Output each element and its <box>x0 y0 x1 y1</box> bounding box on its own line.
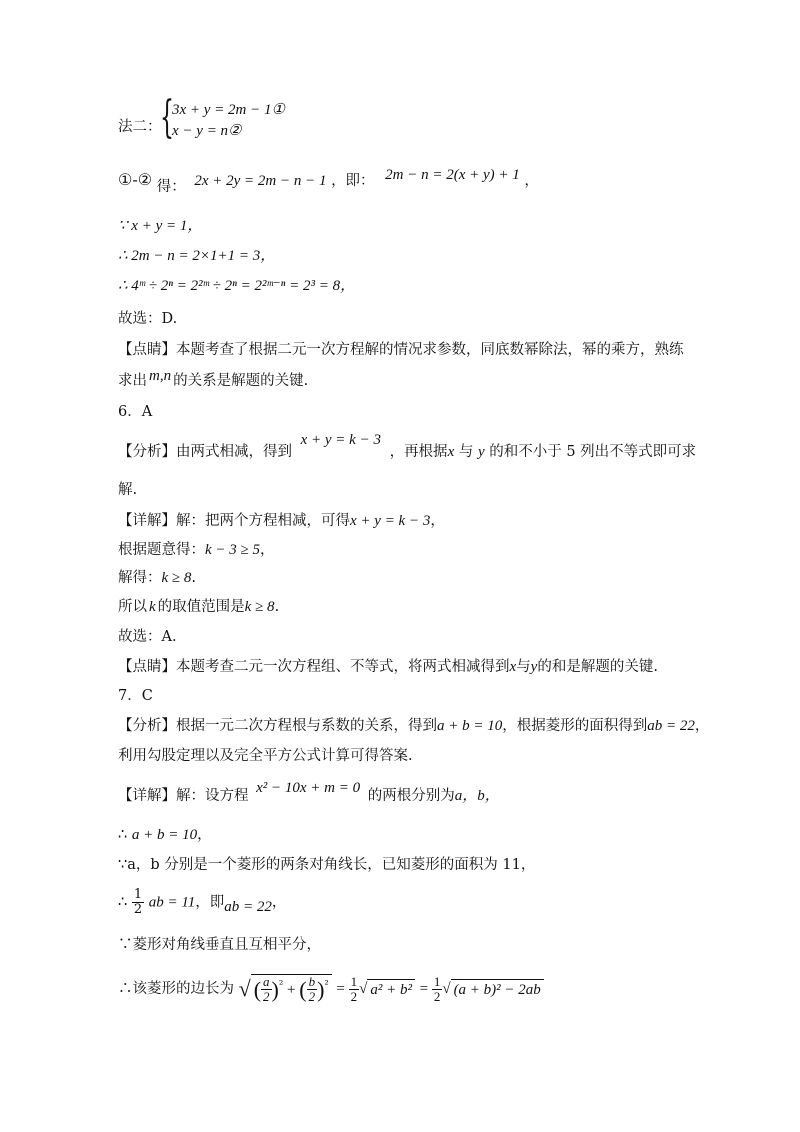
q6-analysis <box>118 432 697 462</box>
q7-l2b: ， <box>197 827 212 843</box>
question-7-header: 7．C <box>118 688 153 704</box>
radical-sign-3: √ <box>442 981 451 998</box>
q6-analysis-x: x <box>447 444 455 460</box>
q7-l4eq: ab = 11 <box>148 894 196 911</box>
q6-detail-b: ， <box>430 513 445 529</box>
q7-line3: ∵a，b 分别是一个菱形的两条对角线长，已知菱形的面积为 11， <box>118 857 536 873</box>
q7-l2a: ∴ <box>118 827 132 843</box>
q6-analysis-b: ，再根据 <box>389 444 448 460</box>
system-equation-2: x − y = n② <box>172 123 242 139</box>
q6-l4k: k <box>149 599 156 615</box>
power-equation: 4ᵐ ÷ 2ⁿ = 2²ᵐ ÷ 2ⁿ = 2²ᵐ⁻ⁿ = 2³ = 8， <box>131 278 356 294</box>
q6-l4eq: k ≥ 8 <box>244 599 275 615</box>
q6-l2eq: k − 3 ≥ 5 <box>205 542 261 558</box>
q7-analysis-c: ， <box>694 718 710 734</box>
note-q5-line2 <box>118 368 309 391</box>
q6-note-a: 【点睛】本题考查二元一次方程组、不等式，将两式相减得到 <box>118 659 510 675</box>
answer-a: 故选：A. <box>118 629 177 645</box>
line-because-sum: ∵ x + y = 1， <box>118 218 203 234</box>
half2-den: 2 <box>350 988 358 1004</box>
half-fraction <box>132 888 144 917</box>
q6-line4 <box>118 597 279 617</box>
q6-l2b: ， <box>260 542 275 558</box>
half-fraction-3 <box>432 975 443 1004</box>
left-paren-a: ( <box>253 976 262 1002</box>
half-denominator: 2 <box>133 902 143 917</box>
q6-analysis-eq: x + y = k − 3 <box>300 432 381 448</box>
system-brace: { <box>160 92 174 143</box>
square-a: ² <box>278 978 284 991</box>
note-q5-mn: m,n <box>149 368 172 384</box>
q7-l6a: ∴该菱形的边长为 <box>118 981 234 998</box>
q6-analysis-y: y <box>477 444 485 460</box>
q7-line6 <box>118 974 544 1018</box>
q6-note-b: 与 <box>516 659 531 675</box>
q6-l4b: 的取值范围是 <box>157 599 245 615</box>
frac-b-den: 2 <box>308 989 316 1005</box>
q7-detail-b: 的两根分别为 <box>367 788 455 804</box>
q7-l4eq2: ab = 22 <box>224 898 272 915</box>
frac-a-num: a <box>263 974 270 990</box>
radical-sign-1: √ <box>238 976 251 1002</box>
half2-num: 1 <box>350 973 358 989</box>
q7-detail-eq: x² − 10x + m = 0 <box>256 780 361 796</box>
fraction-a-over-2 <box>261 975 272 1004</box>
q7-detail-a: 【详解】解：设方程 <box>118 788 249 804</box>
power-prefix: ∴ <box>118 278 132 294</box>
radical-sign-2: √ <box>359 981 368 998</box>
q6-note-x: x <box>509 659 517 675</box>
q6-line3 <box>118 568 196 588</box>
half-fraction-2 <box>349 975 360 1004</box>
square-b: ² <box>324 978 329 991</box>
q6-l3a: 解得： <box>118 570 162 586</box>
system-equation-1: 3x + y = 2m − 1① <box>172 102 285 118</box>
right-paren-b: ) <box>317 976 325 1002</box>
subtract-ji: ，即： <box>331 173 375 189</box>
subtract-equation: 2x + 2y = 2m − n − 1 <box>194 173 327 189</box>
radicand-3: (a + b)² − 2ab <box>451 979 544 1000</box>
q6-jie: 解. <box>118 482 138 498</box>
method2-label <box>118 117 162 137</box>
q6-line2 <box>118 540 275 560</box>
note-q5-a: 求出 <box>118 373 147 389</box>
q6-l3b: . <box>191 570 196 586</box>
subtract-de: 得： <box>156 179 186 195</box>
q7-line5: ∵菱形对角线垂直且互相平分， <box>118 937 321 953</box>
q6-l3eq: k ≥ 8 <box>161 570 192 586</box>
q7-line4 <box>118 888 286 917</box>
note-q5-b: 的关系是解题的关键. <box>173 373 309 389</box>
equals-1: = <box>336 981 349 998</box>
q7-l4b: ，即 <box>195 894 225 911</box>
q6-note-c: 的和是解题的关键. <box>537 659 658 675</box>
answer-d: 故选：D. <box>118 311 178 327</box>
q6-l2a: 根据题意得： <box>118 542 205 558</box>
q7-l2eq: a + b = 10 <box>131 827 198 843</box>
method2-text: 法二： <box>118 119 162 135</box>
plus-sign: + <box>283 981 300 998</box>
q6-note <box>118 657 658 677</box>
subtract-line <box>118 167 539 195</box>
q7-l4a: ∴ <box>118 894 132 911</box>
radicand-2: a² + b² <box>367 979 415 1000</box>
q6-l4c: . <box>274 599 280 615</box>
q6-note-y: y <box>530 659 538 675</box>
radicand-1 <box>251 974 332 1004</box>
fraction-b-over-2 <box>307 975 318 1004</box>
left-paren-b: ( <box>299 976 307 1002</box>
q6-analysis-c: 的和不小于 5 列出不等式即可求 <box>484 444 697 460</box>
equals-2: = <box>419 981 432 998</box>
q7-detail-ab: a，b， <box>454 788 500 804</box>
subtract-prefix: ①-② <box>118 170 153 189</box>
q6-l4a: 所以 <box>118 599 147 615</box>
half-numerator: 1 <box>133 887 143 902</box>
q7-analysis-eq1: a + b = 10 <box>437 718 503 734</box>
question-6-header: 6．A <box>118 404 153 420</box>
line-power-calc <box>118 276 355 296</box>
right-paren-a: ) <box>271 976 279 1002</box>
q7-analysis-a: 【分析】根据一元二次方程根与系数的关系，得到 <box>118 718 437 734</box>
q7-analysis-eq2: ab = 22 <box>647 718 695 734</box>
q7-analysis-line2: 利用勾股定理以及完全平方公式计算可得答案. <box>118 748 413 764</box>
q6-detail-a: 【详解】解：把两个方程相减，可得 <box>118 513 350 529</box>
half3-den: 2 <box>433 988 441 1004</box>
frac-b-num: b <box>308 974 316 990</box>
q7-analysis-b: ，根据菱形的面积得到 <box>502 718 648 734</box>
q7-analysis-line1 <box>118 716 709 736</box>
q6-detail-eq: x + y = k − 3 <box>350 513 431 529</box>
half3-num: 1 <box>433 973 441 989</box>
frac-a-den: 2 <box>263 989 270 1005</box>
q6-detail <box>118 511 445 531</box>
note-q5-line1: 【点睛】本题考查了根据二元一次方程解的情况求参数，同底数幂除法，幂的乘方，熟练 <box>118 342 684 358</box>
q7-line2 <box>118 825 212 845</box>
q7-detail <box>118 780 500 806</box>
subtract-end: ， <box>524 173 539 189</box>
q6-analysis-yu: 与 <box>454 444 478 460</box>
line-therefore-value: ∴ 2m − n = 2×1+1 = 3， <box>118 248 276 264</box>
q7-l4c: ， <box>271 894 287 911</box>
subtract-equation-2: 2m − n = 2(x + y) + 1 <box>385 167 520 183</box>
q6-analysis-a: 【分析】由两式相减，得到 <box>118 444 292 460</box>
